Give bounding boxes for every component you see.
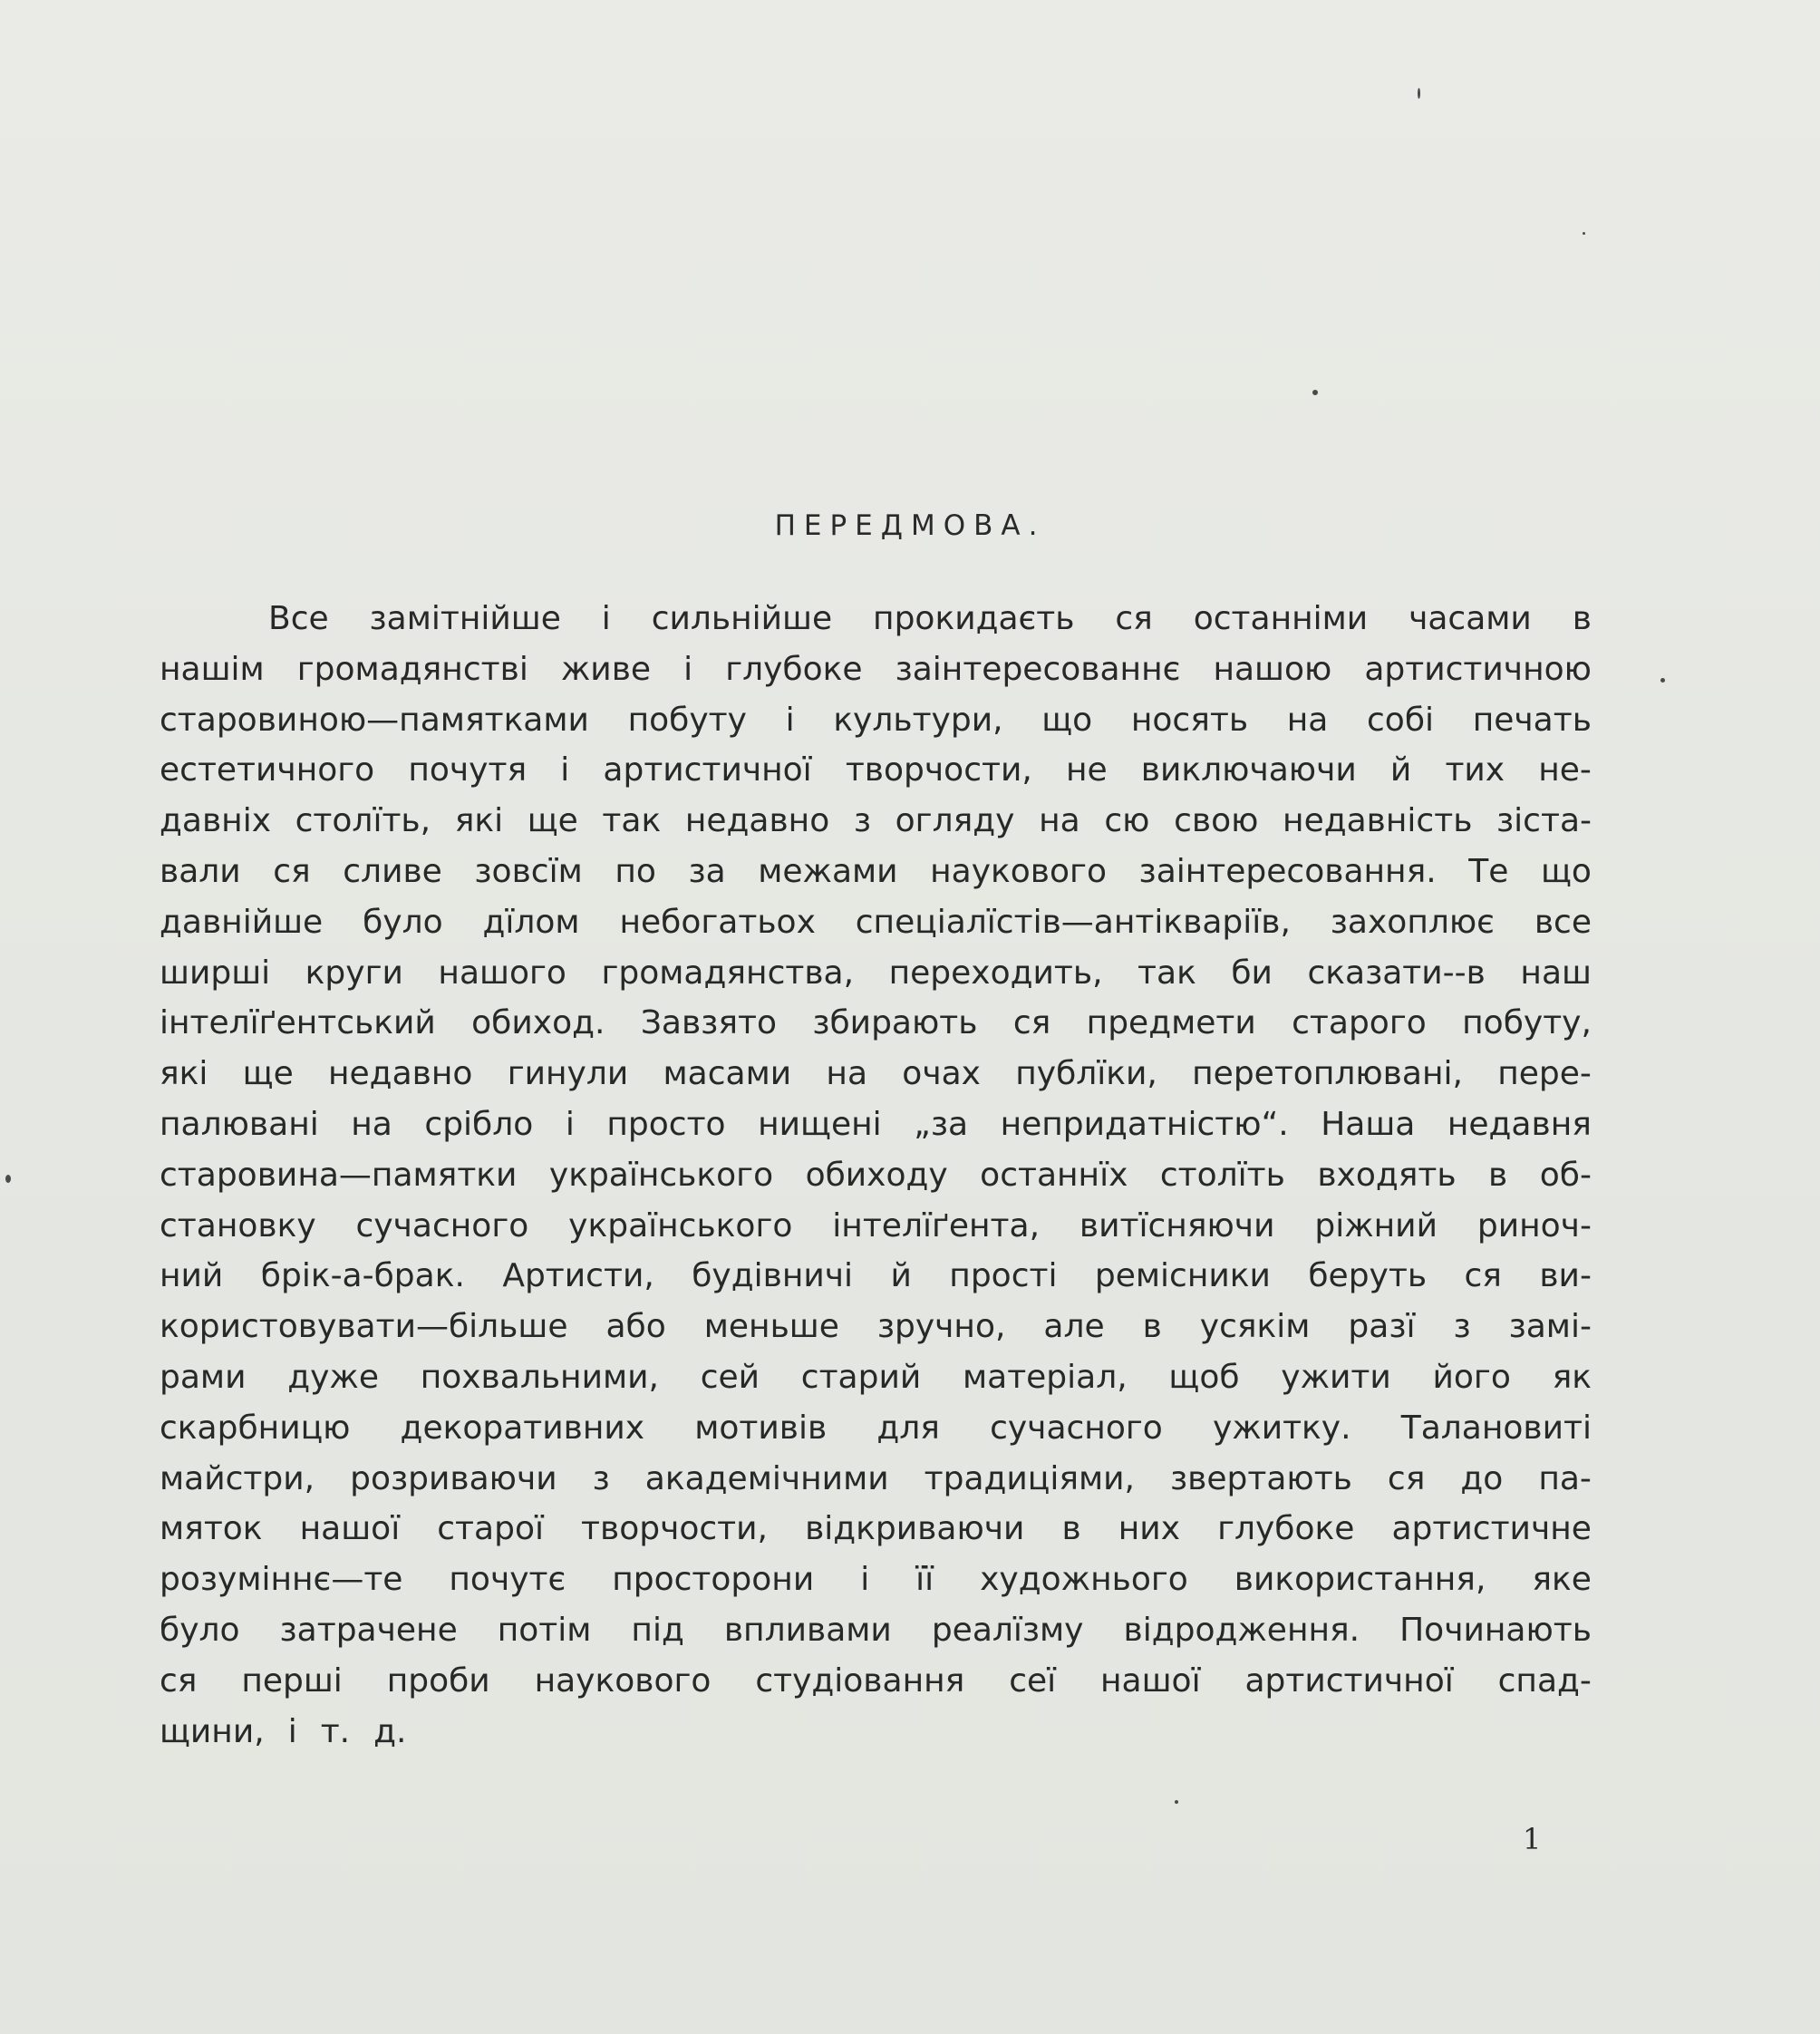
- word: масами: [663, 1055, 792, 1093]
- word: сучасного: [355, 1206, 529, 1245]
- text-line: [160, 695, 1592, 746]
- word: зручно,: [876, 1308, 1006, 1346]
- word: сучасного: [990, 1409, 1163, 1447]
- word: в: [1061, 1510, 1081, 1548]
- word: збирають: [812, 1004, 978, 1042]
- word: спеціалїстів—антікваріїв,: [855, 903, 1291, 941]
- word: просторони: [612, 1561, 815, 1599]
- word: як: [1552, 1358, 1592, 1396]
- word: так: [1138, 954, 1196, 992]
- word: сеї: [1009, 1661, 1057, 1700]
- word: й: [890, 1257, 912, 1295]
- word: ся: [1115, 600, 1153, 637]
- word: носять: [1130, 701, 1249, 739]
- text-line: [160, 1707, 1592, 1758]
- word: на: [1039, 802, 1080, 840]
- word: українського: [548, 1156, 774, 1194]
- word: на: [351, 1105, 392, 1143]
- word: разї: [1348, 1308, 1416, 1346]
- word: з: [592, 1459, 610, 1497]
- word: огляду: [895, 802, 1015, 840]
- word: ся: [1387, 1459, 1426, 1497]
- text-line: [160, 745, 1592, 796]
- word: гинули: [507, 1055, 629, 1093]
- word: під: [631, 1611, 684, 1649]
- text-line: [160, 644, 1592, 695]
- word: так: [602, 802, 662, 840]
- word: замі-: [1508, 1308, 1592, 1346]
- text-line: [160, 1454, 1592, 1505]
- word: живе: [560, 650, 652, 688]
- word: Починають: [1399, 1611, 1592, 1649]
- word: в: [1142, 1308, 1162, 1346]
- word: зовсїм: [474, 852, 583, 890]
- word: ся: [1464, 1257, 1502, 1295]
- word: небогатьох: [619, 903, 816, 941]
- word: реалїзму: [931, 1611, 1084, 1649]
- word: палювані: [160, 1105, 319, 1143]
- word: користовувати—більше: [160, 1308, 568, 1346]
- word: ще: [527, 802, 578, 840]
- word: нашої: [1100, 1661, 1201, 1700]
- word: ви-: [1539, 1257, 1592, 1295]
- word: артистичною: [1364, 650, 1592, 688]
- word: недавня: [1447, 1105, 1592, 1143]
- word: недавно: [684, 802, 830, 840]
- text-line: [160, 1302, 1592, 1352]
- word: останнїх: [980, 1156, 1128, 1194]
- scan-speck: [1583, 232, 1585, 235]
- word: глубоке: [725, 650, 863, 688]
- word: не-: [1538, 751, 1592, 789]
- word: артистичної: [1244, 1661, 1454, 1700]
- word: межами: [758, 852, 898, 890]
- word: почутя: [408, 751, 528, 789]
- word: почутє: [449, 1561, 566, 1599]
- word: об-: [1539, 1156, 1592, 1194]
- word: громадянства,: [601, 954, 855, 992]
- word: становку: [160, 1206, 316, 1245]
- word: наш: [1520, 954, 1592, 992]
- scan-speck: [5, 1175, 11, 1183]
- word: старовиною—памятками: [160, 701, 589, 739]
- word: творчости,: [581, 1510, 768, 1548]
- word: обиход.: [471, 1004, 605, 1042]
- word: потім: [497, 1611, 592, 1649]
- text-line: [160, 1605, 1592, 1656]
- word: було: [363, 903, 443, 941]
- word: впливами: [723, 1611, 892, 1649]
- word: обиходу: [805, 1156, 948, 1194]
- word: українського: [568, 1206, 793, 1245]
- word: недавність: [1283, 802, 1473, 840]
- word: сливе: [343, 852, 442, 890]
- word: проби: [386, 1661, 490, 1700]
- word: старовина—памятки: [160, 1156, 518, 1194]
- word: матеріал,: [962, 1358, 1128, 1396]
- word: виключаючи: [1140, 751, 1357, 789]
- scan-speck: [1660, 678, 1665, 683]
- word: печать: [1472, 701, 1592, 739]
- word: декоративних: [400, 1409, 645, 1447]
- scan-speck: [1418, 88, 1420, 99]
- scan-speck: [1312, 390, 1318, 395]
- word: інтелїґентський: [160, 1004, 436, 1042]
- word: ширші: [160, 954, 271, 992]
- word: би: [1231, 954, 1273, 992]
- word: Все: [268, 600, 329, 637]
- page-title: ПЕРЕДМОВА.: [774, 509, 1046, 542]
- word: і: [601, 600, 611, 637]
- word: просто: [606, 1105, 726, 1143]
- word: входять: [1317, 1156, 1457, 1194]
- word: Завзято: [640, 1004, 777, 1042]
- word: і: [565, 1105, 575, 1143]
- word: наукового: [534, 1661, 712, 1700]
- word: або: [605, 1308, 666, 1346]
- text-line: [160, 1656, 1592, 1707]
- word: щини,: [160, 1712, 265, 1750]
- word: давнійше: [160, 903, 324, 941]
- text-line: [160, 1049, 1592, 1099]
- text-line: [160, 1150, 1592, 1201]
- word: старий: [800, 1358, 922, 1396]
- word: його: [1432, 1358, 1511, 1396]
- word: в: [1488, 1156, 1508, 1194]
- word: „за: [914, 1105, 969, 1143]
- word: сей: [700, 1358, 760, 1396]
- text-line: [160, 948, 1592, 999]
- word: заінтересованнє: [895, 650, 1181, 688]
- word: і: [860, 1561, 870, 1599]
- word: ся: [1012, 1004, 1051, 1042]
- word: сю: [1104, 802, 1150, 840]
- word: усякім: [1199, 1308, 1311, 1346]
- word: свою: [1174, 802, 1259, 840]
- word: ужитку.: [1212, 1409, 1351, 1447]
- word: в: [1572, 600, 1592, 637]
- word: за: [688, 852, 726, 890]
- word: Наша: [1321, 1105, 1416, 1143]
- word: розуміннє—те: [160, 1561, 403, 1599]
- text-line: [160, 594, 1592, 644]
- word: нашім: [160, 650, 265, 688]
- word: академічними: [644, 1459, 889, 1497]
- word: які: [160, 1055, 208, 1093]
- word: вали: [160, 852, 241, 890]
- word: які: [454, 802, 504, 840]
- preface-body: [160, 594, 1592, 1757]
- word: сказати--в: [1307, 954, 1486, 992]
- word: Артисти,: [502, 1257, 654, 1295]
- word: зіста-: [1496, 802, 1592, 840]
- word: і: [287, 1712, 297, 1750]
- word: Те: [1468, 852, 1509, 890]
- word: недавно: [328, 1055, 473, 1093]
- word: з: [1453, 1308, 1471, 1346]
- word: артистичне: [1391, 1510, 1592, 1548]
- word: відродження.: [1123, 1611, 1360, 1649]
- word: наукового: [930, 852, 1107, 890]
- word: глубоке: [1217, 1510, 1355, 1548]
- word: побуту,: [1462, 1004, 1592, 1042]
- word: студіовання: [755, 1661, 965, 1700]
- scan-speck: [1175, 1800, 1178, 1804]
- text-line: [160, 1251, 1592, 1302]
- word: беруть: [1308, 1257, 1428, 1295]
- word: срібло: [424, 1105, 534, 1143]
- word: старого: [1292, 1004, 1427, 1042]
- word: і: [683, 650, 693, 688]
- word: культури,: [833, 701, 1003, 739]
- word: брік-а-брак.: [260, 1257, 465, 1295]
- word: мяток: [160, 1510, 263, 1548]
- word: предмети: [1086, 1004, 1256, 1042]
- word: нашого: [438, 954, 566, 992]
- word: столїть: [1159, 1156, 1285, 1194]
- word: майстри,: [160, 1459, 315, 1497]
- word: що: [1540, 852, 1592, 890]
- text-line: [160, 1201, 1592, 1252]
- word: т.: [320, 1712, 351, 1750]
- word: давніх: [160, 802, 272, 840]
- word: не: [1065, 751, 1108, 789]
- word: традиціями,: [924, 1459, 1135, 1497]
- word: її: [915, 1561, 934, 1599]
- word: сильнійше: [651, 600, 833, 637]
- word: витїсняючи: [1079, 1206, 1275, 1245]
- word: ний: [160, 1257, 224, 1295]
- page-number: 1: [1523, 1822, 1542, 1856]
- word: переходить,: [888, 954, 1103, 992]
- word: па-: [1538, 1459, 1592, 1497]
- word: що: [1041, 701, 1093, 739]
- word: Талановиті: [1400, 1409, 1592, 1447]
- word: було: [160, 1611, 240, 1649]
- word: очах: [902, 1055, 981, 1093]
- word: риноч-: [1476, 1206, 1592, 1245]
- word: ремісники: [1094, 1257, 1271, 1295]
- word: ужити: [1281, 1358, 1391, 1396]
- word: артистичної: [603, 751, 812, 789]
- word: скарбницю: [160, 1409, 351, 1447]
- word: пере-: [1497, 1055, 1592, 1093]
- word: ся: [273, 852, 311, 890]
- word: інтелїґента,: [832, 1206, 1041, 1245]
- word: використання,: [1234, 1561, 1486, 1599]
- word: спад-: [1497, 1661, 1592, 1700]
- word: нашою: [1213, 650, 1332, 688]
- word: прості: [949, 1257, 1058, 1295]
- word: них: [1118, 1510, 1181, 1548]
- word: ще: [242, 1055, 294, 1093]
- word: тих: [1445, 751, 1505, 789]
- word: для: [876, 1409, 940, 1447]
- text-line: [160, 1504, 1592, 1555]
- word: часами: [1409, 600, 1532, 637]
- word: на: [826, 1055, 868, 1093]
- text-line: [160, 1403, 1592, 1454]
- word: ріжний: [1314, 1206, 1438, 1245]
- word: похвальними,: [420, 1358, 659, 1396]
- word: затрачене: [279, 1611, 458, 1649]
- word: відкриваючи: [805, 1510, 1025, 1548]
- word: творчости,: [845, 751, 1032, 789]
- word: публїки,: [1015, 1055, 1157, 1093]
- word: будівничі: [692, 1257, 854, 1295]
- word: столїть,: [295, 802, 431, 840]
- text-line: [160, 1555, 1592, 1605]
- word: з: [853, 802, 872, 840]
- word: до: [1460, 1459, 1504, 1497]
- word: але: [1043, 1308, 1105, 1346]
- text-line: [160, 796, 1592, 847]
- word: яке: [1532, 1561, 1592, 1599]
- word: собі: [1367, 701, 1435, 739]
- word: естетичного: [160, 751, 375, 789]
- word: перетоплювані,: [1192, 1055, 1463, 1093]
- word: старої: [437, 1510, 544, 1548]
- word: на: [1286, 701, 1329, 739]
- word: останніми: [1193, 600, 1369, 637]
- word: й: [1389, 751, 1412, 789]
- word: непридатністю“.: [1000, 1105, 1289, 1143]
- word: захоплює: [1330, 903, 1495, 941]
- word: по: [615, 852, 656, 890]
- word: дїлом: [482, 903, 580, 941]
- text-line: [160, 847, 1592, 897]
- word: ся: [160, 1661, 198, 1700]
- word: дуже: [287, 1358, 379, 1396]
- word: нищені: [758, 1105, 882, 1143]
- word: громадянстві: [296, 650, 528, 688]
- word: круги: [305, 954, 403, 992]
- text-line: [160, 1099, 1592, 1150]
- word: щоб: [1168, 1358, 1240, 1396]
- word: замітнійше: [369, 600, 561, 637]
- word: і: [785, 701, 795, 739]
- word: побуту: [627, 701, 747, 739]
- word: розриваючи: [350, 1459, 557, 1497]
- word: рами: [160, 1358, 247, 1396]
- word: меньше: [703, 1308, 839, 1346]
- text-line: [160, 998, 1592, 1049]
- word: мотивів: [694, 1409, 828, 1447]
- text-line: [160, 897, 1592, 948]
- word: прокидаєть: [873, 600, 1075, 637]
- word: заінтересовання.: [1138, 852, 1437, 890]
- word: д.: [373, 1712, 407, 1750]
- word: перші: [241, 1661, 343, 1700]
- word: художнього: [980, 1561, 1188, 1599]
- word: і: [560, 751, 570, 789]
- word: все: [1534, 903, 1592, 941]
- text-line: [160, 1352, 1592, 1403]
- word: нашої: [299, 1510, 401, 1548]
- word: звертають: [1170, 1459, 1352, 1497]
